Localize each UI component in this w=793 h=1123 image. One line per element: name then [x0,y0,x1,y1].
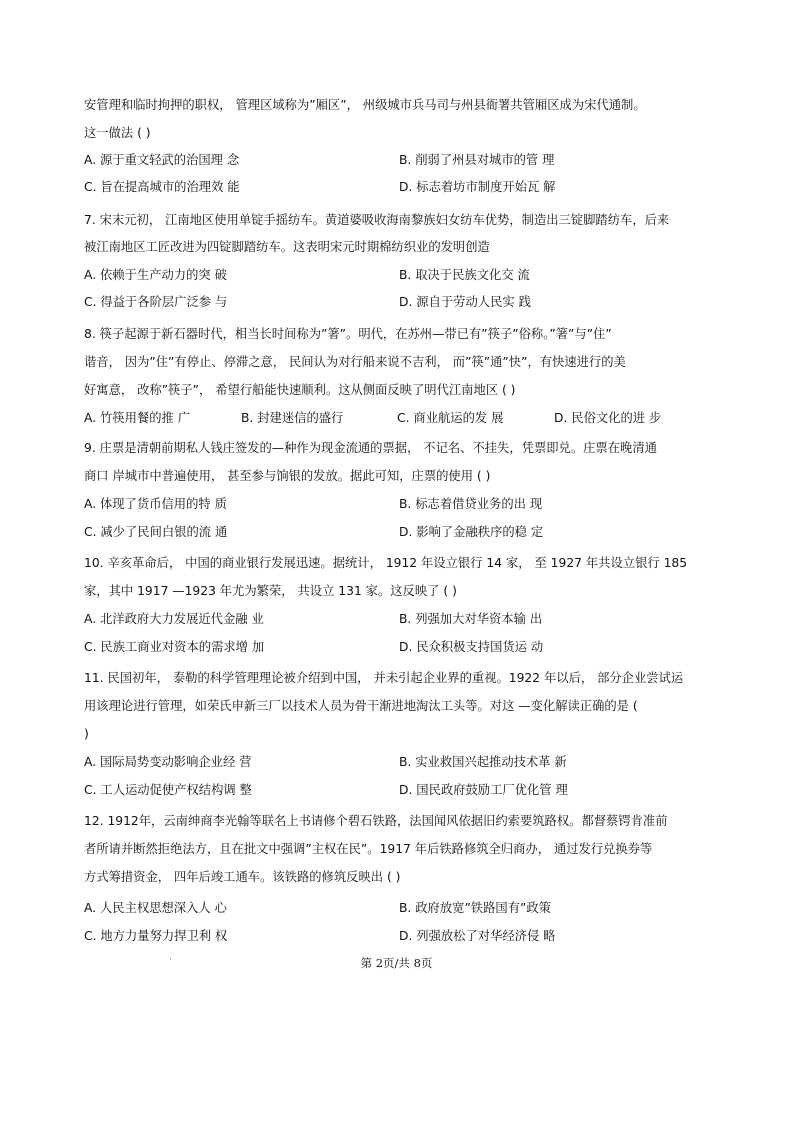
q7-stem-line: 7. 宋末元初， 江南地区使用单锭手摇纺车。黄道婆吸收海南黎族妇女纺车优势，制造出三锭脚踏纺车，后来 [84,213,670,227]
q10-stem-line: 10. 辛亥革命后， 中国的商业银行发展迅速。据统计， 1912 年设立银行 14 家， 至 1927 年共设立银行 185 [84,556,688,570]
q12-stem-line: 者所请并断然拒绝法方，且在批文中强调”主权在民”。1917 年后铁路修筑全归商办， 通过发行兑换券等 [84,842,653,856]
q12-option-a[interactable]: A. 人民主权思想深入人 心 [84,901,227,915]
q12-stem-line: 方式筹措资金， 四年后竣工通车。该铁路的修筑反映出 ( ) [84,870,401,884]
q10-option-a[interactable]: A. 北洋政府大力发展近代金融 业 [84,612,264,626]
q9-stem-line: 商口 岸城市中普遍使用， 甚至参与饷银的发放。据此可知，庄票的使用 ( ) [84,469,491,483]
q12-option-d[interactable]: D. 列强放松了对华经济侵 略 [399,929,556,943]
stray-dot-mark: · [169,955,172,965]
q8-stem-line: 好寓意， 改称”筷子”， 希望行船能快速顺利。这从侧面反映了明代江南地区 ( ) [84,383,516,397]
page-number: 第 2页/共 8页 [360,956,433,970]
q7-option-b[interactable]: B. 取决于民族文化交 流 [399,268,530,282]
q6-stem-line: 这一做法 ( ) [84,126,151,140]
q9-option-d[interactable]: D. 影响了金融秩序的稳 定 [399,525,544,539]
q6-option-b[interactable]: B. 削弱了州县对城市的管 理 [399,153,555,167]
q12-stem-line: 12. 1912年，云南绅商李光翰等联名上书请修个碧石铁路，法国闻风依据旧约索要筑路权。都督蔡锷肯准前 [84,814,668,828]
q10-option-d[interactable]: D. 民众积极支持国货运 动 [399,640,544,654]
q7-stem-line: 被江南地区工匠改进为四锭脚踏纺车。这表明宋元时期棉纺织业的发明创造 [84,240,490,254]
q8-stem-line: 8. 筷子起源于新石器时代，相当长时间称为”箸”。明代，在苏州—带已有”筷子”俗称。”箸”与”住” [84,327,612,341]
q8-stem-line: 谐音， 因为”住”有停止、停滞之意， 民间认为对行船来说不吉利， 而”筷”通”快”，有快速进行的美 [84,355,626,369]
q7-option-a[interactable]: A. 依赖于生产动力的突 破 [84,268,227,282]
q11-stem-line: 用该理论进行管理，如荣氏申新三厂以技术人员为骨干渐进地淘汰工头等。对这 —变化解读正确的是 ( [84,699,638,713]
q10-option-b[interactable]: B. 列强加大对华资本输 出 [399,612,543,626]
q12-option-c[interactable]: C. 地方力量努力捍卫利 权 [84,929,228,943]
q6-option-c[interactable]: C. 旨在提高城市的治理效 能 [84,180,240,194]
q11-option-b[interactable]: B. 实业救国兴起推动技术革 新 [399,755,567,769]
q6-option-a[interactable]: A. 源于重文轻武的治国理 念 [84,153,240,167]
q7-option-c[interactable]: C. 得益于各阶层广泛参 与 [84,295,228,309]
q11-option-d[interactable]: D. 国民政府鼓励工厂优化管 理 [399,783,568,797]
q11-option-c[interactable]: C. 工人运动促使产权结构调 整 [84,783,252,797]
q8-option-a[interactable]: A. 竹筷用餐的推 广 [84,411,191,425]
q7-option-d[interactable]: D. 源自于劳动人民实 践 [399,295,531,309]
q12-option-b[interactable]: B. 政府放宽”铁路国有”政策 [399,901,551,915]
q9-option-b[interactable]: B. 标志着借贷业务的出 现 [399,497,543,511]
q10-option-c[interactable]: C. 民族工商业对资本的需求增 加 [84,640,265,654]
q11-stem-line: 11. 民国初年， 泰勒的科学管理理论被介绍到中国， 并未引起企业界的重视。1922 年以后， 部分企业尝试运 [84,671,684,685]
q10-stem-line: 家，其中 1917 —1923 年尤为繁荣， 共设立 131 家。这反映了 ( ) [84,584,457,598]
q8-option-d[interactable]: D. 民俗文化的进 步 [554,411,662,425]
q11-option-a[interactable]: A. 国际局势变动影响企业经 营 [84,755,252,769]
q9-stem-line: 9. 庄票是清朝前期私人钱庄签发的—种作为现金流通的票据， 不记名、不挂失，凭票即兑。庄票在晚清通 [84,441,657,455]
q8-option-c[interactable]: C. 商业航运的发 展 [397,411,504,425]
q6-stem-line: 安管理和临时拘押的职权， 管理区域称为”厢区”， 州级城市兵马司与州县衙署共管厢区成为宋代通制。 [84,98,646,112]
q6-option-d[interactable]: D. 标志着坊市制度开始瓦 解 [399,180,556,194]
q9-option-c[interactable]: C. 减少了民间白银的流 通 [84,525,228,539]
q8-option-b[interactable]: B. 封建迷信的盛行 [241,411,344,425]
q11-stem-line: ) [84,727,89,741]
q9-option-a[interactable]: A. 体现了货币信用的特 质 [84,497,227,511]
